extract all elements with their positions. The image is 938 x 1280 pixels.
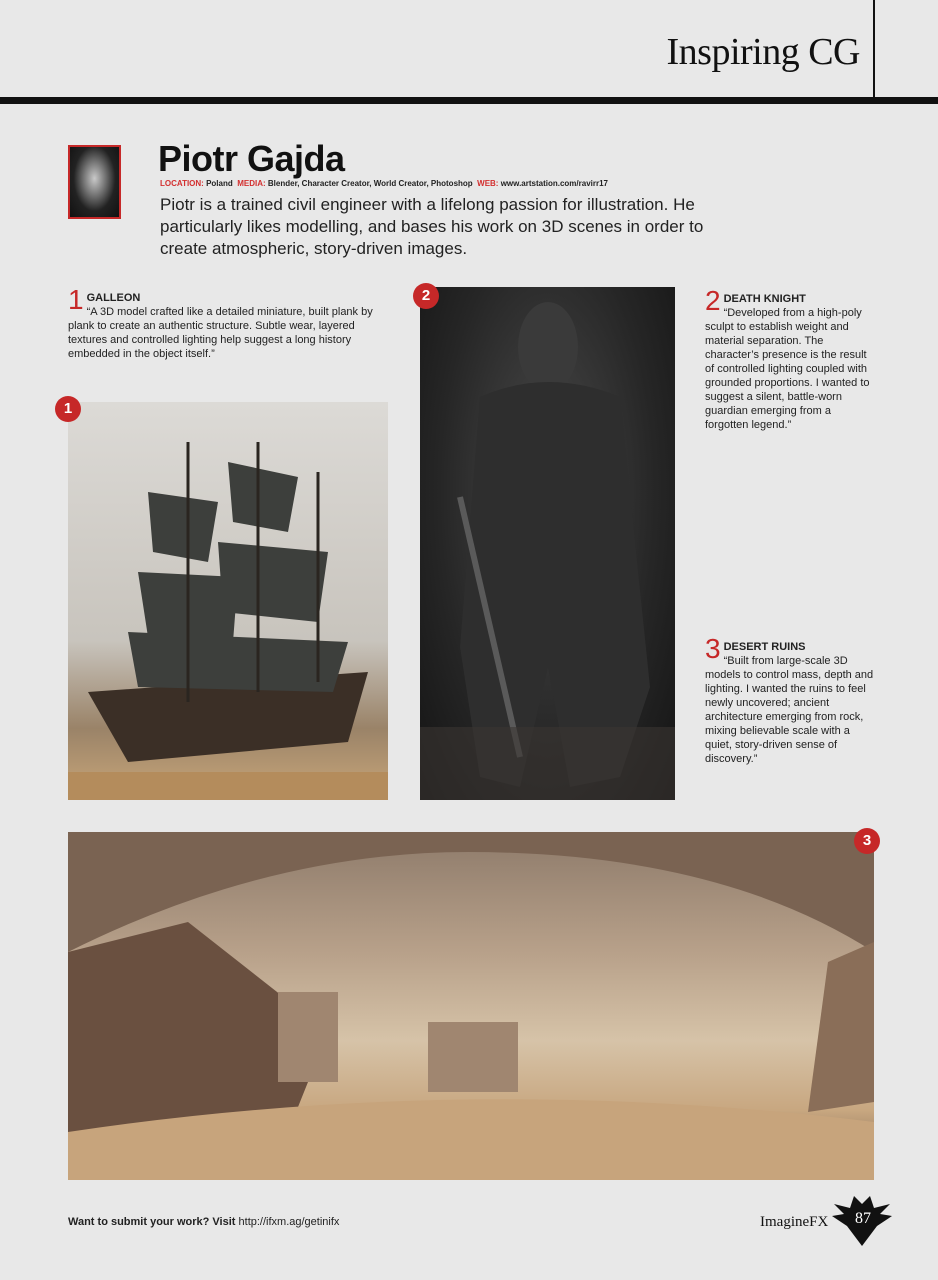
caption-number: 1 — [68, 284, 84, 315]
caption-text: “Built from large-scale 3D models to control mass, depth and lighting. I wanted the ruins to feel newly uncovered; ancient architecture emerging from rock, mixing believable scale with a quiet, story-driven sense of discovery.” — [705, 655, 874, 765]
media-label: MEDIA: — [237, 179, 266, 188]
artist-meta — [160, 179, 608, 188]
media: Blender, Character Creator, World Creator, Photoshop — [267, 179, 473, 188]
caption-galleon — [68, 284, 388, 361]
section-title: Inspiring CG — [666, 31, 860, 73]
artist-portrait — [68, 145, 121, 219]
image-badge-2: 2 — [413, 283, 439, 309]
knight-silhouette — [420, 287, 675, 800]
caption-number: 2 — [705, 285, 721, 316]
submit-link[interactable]: http://ifxm.ag/getinifx — [238, 1216, 340, 1228]
ruins-scene — [68, 832, 874, 1180]
desert-ruins-image — [68, 832, 874, 1180]
header-rule — [0, 97, 938, 104]
imaginefx-logo: ImagineFX — [760, 1214, 829, 1230]
caption-text: “A 3D model crafted like a detailed miniature, built plank by plank to create an authentic structure. Subtle wear, layered textures and controlled lighting help suggest a long history embedded in the object itself.” — [68, 306, 373, 360]
caption-death-knight — [705, 285, 877, 432]
location-label: LOCATION: — [160, 179, 204, 188]
header-divider — [873, 0, 875, 98]
caption-title: DEATH KNIGHT — [723, 293, 806, 305]
page-number: 87 — [855, 1210, 871, 1227]
image-badge-3: 3 — [854, 828, 880, 854]
submit-cta — [68, 1216, 339, 1228]
caption-title: GALLEON — [86, 292, 141, 304]
caption-number: 3 — [705, 633, 721, 664]
artist-name: Piotr Gajda — [158, 138, 345, 179]
web-link[interactable]: www.artstation.com/ravirr17 — [500, 179, 608, 188]
artist-bio: Piotr is a trained civil engineer with a lifelong passion for illustration. He particularly likes modelling, and bases his work on 3D scenes in order to create atmospheric, story-driven images. — [160, 195, 704, 258]
ship-silhouette — [68, 402, 388, 800]
caption-desert-ruins — [705, 633, 877, 766]
caption-text: “Developed from a high-poly sculpt to establish weight and material separation. The character’s presence is the result of controlled lighting coupled with grounded proportions. I wanted to suggest a silent, battle-worn guardian emerging from a forgotten legend.” — [705, 307, 870, 431]
galleon-image — [68, 402, 388, 800]
location: Poland — [206, 179, 233, 188]
caption-title: DESERT RUINS — [723, 641, 806, 653]
image-badge-1: 1 — [55, 396, 81, 422]
death-knight-image — [420, 287, 675, 800]
web-label: WEB: — [477, 179, 499, 188]
cta-text: Want to submit your work? Visit — [68, 1216, 236, 1228]
